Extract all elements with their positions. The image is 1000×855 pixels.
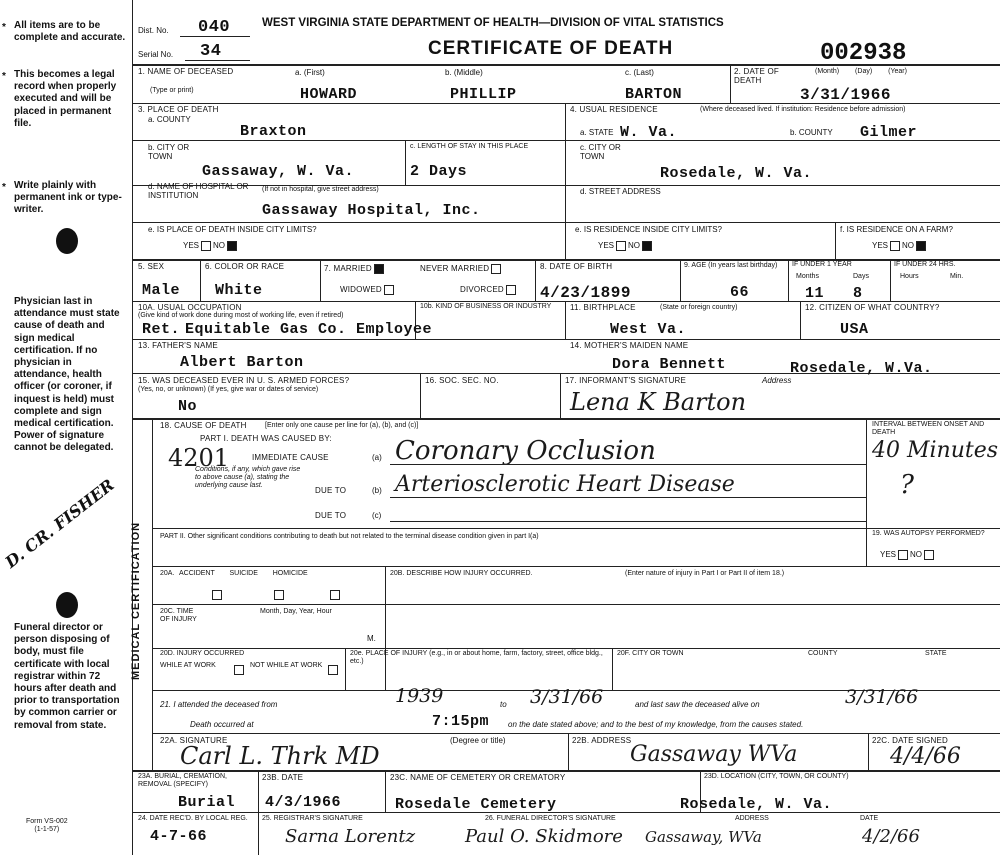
name-label: 1. NAME OF DECEASED	[138, 67, 234, 76]
father-label: 13. FATHER'S NAME	[138, 341, 218, 350]
min-label: Min.	[950, 273, 964, 280]
cause-label: 18. CAUSE OF DEATH	[160, 421, 247, 430]
inside-limits-label: e. IS PLACE OF DEATH INSIDE CITY LIMITS?	[148, 225, 317, 234]
informant-address: Rosedale, W.Va.	[790, 360, 933, 377]
state-label: a. STATE	[580, 128, 614, 137]
21-label: 21.	[160, 700, 172, 709]
rec-date: 4-7-66	[150, 828, 208, 845]
injury-occurred-label: 20D. INJURY OCCURRED	[160, 650, 245, 657]
due-to-b: DUE TO	[315, 486, 347, 495]
residence-note: (Where deceased lived. If institution: Residence before admission)	[700, 106, 906, 113]
under-24-label: IF UNDER 24 HRS.	[894, 261, 956, 268]
divorced-text: DIVORCED	[460, 285, 504, 295]
21-text2: and last saw the deceased alive on	[635, 700, 760, 709]
location-value: Rosedale, W. Va.	[680, 796, 833, 813]
conditions-note: Conditions, if any, which gave rise to above cause (a), stating the underlying cause last.	[195, 466, 301, 489]
instruction-2: This becomes a legal record when properly executed and will be placed in permanent file.	[14, 69, 117, 129]
hospital-name: Gassaway Hospital, Inc.	[262, 202, 481, 219]
widowed-checkbox[interactable]	[384, 285, 394, 295]
days-label: Days	[853, 273, 869, 280]
never-text: NEVER MARRIED	[420, 264, 490, 274]
yes-checkbox[interactable]	[201, 241, 211, 251]
divorced-checkbox[interactable]	[506, 285, 516, 295]
accident-checkbox[interactable]	[212, 590, 222, 600]
never-checkbox[interactable]	[491, 264, 501, 274]
attended-from: 1939	[395, 685, 444, 707]
time-injury-cols: Month, Day, Year, Hour	[260, 608, 332, 615]
instruction-5: Funeral director or person disposing of body, must file certificate with local registrar within 72 hours after death and prior to transportation by common carrier or removal from state.	[14, 622, 120, 731]
punch-hole	[56, 228, 78, 254]
cause-note: [Enter only one cause per line for (a), (b), and (c)]	[265, 422, 419, 429]
homicide-checkbox[interactable]	[330, 590, 340, 600]
middle-name: PHILLIP	[450, 86, 517, 103]
yes-checkbox[interactable]	[898, 550, 908, 560]
instruction-4: Physician last in attendance must state cause of death and sign medical certification. If no physician in attendance, health officer (or coroner, if inquest is held) must complete and sign medical certification. Power of signature cannot be delegated.	[14, 296, 120, 454]
21-text1: I attended the deceased from	[173, 700, 278, 709]
death-city: Gassaway, W. Va.	[202, 163, 355, 180]
injury-county-label: COUNTY	[808, 650, 838, 657]
dist-label: Dist. No.	[138, 26, 169, 35]
no-text: NO	[910, 550, 923, 560]
while-at-work: WHILE AT WORK	[160, 662, 216, 669]
occupation-label: 10A. USUAL OCCUPATION	[138, 303, 242, 312]
residence-city: Rosedale, W. Va.	[660, 165, 813, 182]
time-injury-label: 20C. TIME OF INJURY	[160, 608, 197, 623]
hospital-note: (If not in hospital, give street address)	[262, 186, 379, 193]
address-label: 22B. ADDRESS	[572, 736, 632, 745]
no-text: NO	[213, 241, 226, 251]
first-name: HOWARD	[300, 86, 358, 103]
form-number: Form VS-002 (1-1-57)	[26, 818, 68, 833]
burial-value: Burial	[178, 794, 236, 811]
fd-signature: Paul O. Skidmore	[465, 826, 623, 847]
instruction-3: Write plainly with permanent ink or type-writer.	[14, 180, 122, 216]
place-of-death-label: 3. PLACE OF DEATH	[138, 105, 219, 114]
immediate-label: IMMEDIATE CAUSE	[252, 453, 329, 462]
informant-signature: Lena K Barton	[570, 388, 747, 416]
date-of-death-label: 2. DATE OF DEATH	[734, 67, 779, 85]
burial-label: 23A. BURIAL, CREMATION, REMOVAL (SPECIFY)	[138, 773, 227, 788]
autopsy-checks	[880, 550, 936, 560]
married-checkbox[interactable]	[374, 264, 384, 274]
hours-label: Hours	[900, 273, 919, 280]
date-signed-label: 22C. DATE SIGNED	[872, 736, 948, 745]
21-text4: on the date stated above; and to the best of my knowledge, from the causes stated.	[508, 720, 804, 729]
autopsy-label: 19. WAS AUTOPSY PERFORMED?	[872, 530, 985, 537]
never-married-option	[420, 264, 503, 274]
serial-value: 34	[200, 42, 222, 61]
yes-text: YES	[598, 241, 615, 251]
months-value: 11	[805, 285, 825, 302]
mother-label: 14. MOTHER'S MAIDEN NAME	[570, 341, 689, 350]
suicide-label: SUICIDE	[229, 570, 258, 577]
21-text3: Death occurred at	[190, 720, 254, 729]
res-county-label: b. COUNTY	[790, 128, 833, 137]
no-checkbox[interactable]	[916, 241, 926, 251]
yes-text: YES	[880, 550, 897, 560]
res-inside-label: e. IS RESIDENCE INSIDE CITY LIMITS?	[575, 225, 722, 234]
days-value: 8	[853, 285, 863, 302]
residence-county: Gilmer	[860, 124, 918, 141]
burial-date-label: 23B. DATE	[262, 773, 304, 782]
physician-signature: Carl L. Thrk MD	[180, 742, 380, 770]
certificate-number: 002938	[820, 40, 907, 67]
injury-city-label: 20F. CITY OR TOWN	[617, 650, 684, 657]
part2-label: PART II. Other significant conditions contributing to death but not related to the terminal disease condition given in part I(a)	[160, 533, 539, 540]
birthplace-label: 11. BIRTHPLACE	[570, 303, 636, 312]
death-inside-yes	[183, 241, 239, 251]
sex-value: Male	[142, 282, 181, 299]
no-checkbox[interactable]	[227, 241, 237, 251]
dist-value: 040	[198, 18, 231, 37]
res-city-label: c. CITY OR TOWN	[580, 143, 621, 161]
date-of-death: 3/31/1966	[800, 86, 891, 104]
physician-address: Gassaway WVa	[630, 742, 798, 767]
injury-desc-label: 20B. DESCRIBE HOW INJURY OCCURRED.	[390, 570, 533, 577]
last-name: BARTON	[625, 86, 683, 103]
mother-value: Dora Bennett	[612, 356, 727, 373]
mark-c: (c)	[372, 511, 382, 520]
injury-desc-note: (Enter nature of injury in Part I or Part II of item 18.)	[625, 570, 785, 577]
armed-forces-label: 15. WAS DECEASED EVER IN U. S. ARMED FORCES?	[138, 376, 350, 385]
degree-label: (Degree or title)	[450, 736, 506, 745]
no-checkbox[interactable]	[642, 241, 652, 251]
fd-addr-label: ADDRESS	[735, 815, 769, 822]
attendance-line1	[160, 700, 277, 709]
registrar-label: 25. REGISTRAR'S SIGNATURE	[262, 815, 363, 822]
middle-label: b. (Middle)	[445, 68, 483, 77]
instructions-sidebar	[0, 0, 132, 855]
residence-state: W. Va.	[620, 124, 678, 141]
divorced-option	[460, 285, 518, 295]
birthplace-value: West Va.	[610, 321, 687, 338]
stay-label: c. LENGTH OF STAY IN THIS PLACE	[410, 143, 529, 150]
attended-to: 3/31/66	[530, 686, 604, 708]
father-value: Albert Barton	[180, 354, 304, 371]
birthplace-note: (State or foreign country)	[660, 304, 738, 311]
registrar-signature: Sarna Lorentz	[285, 826, 416, 847]
citizen-label: 12. CITIZEN OF WHAT COUNTRY?	[805, 303, 940, 312]
death-county: Braxton	[240, 123, 307, 140]
citizen-value: USA	[840, 321, 869, 338]
fd-date-label: DATE	[860, 815, 879, 822]
yes-text: YES	[872, 241, 889, 251]
accident-label: ACCIDENT	[178, 570, 215, 577]
county-label: a. COUNTY	[148, 115, 191, 124]
under-1-label: IF UNDER 1 YEAR	[792, 261, 852, 268]
injury-state-label: STATE	[925, 650, 947, 657]
age-label: 9. AGE (In years last birthday)	[684, 262, 778, 269]
death-time: 7:15pm	[432, 713, 490, 730]
occupation-note: (Give kind of work done during most of working life, even if retired)	[138, 312, 344, 319]
20a-label: 20A.	[160, 570, 175, 577]
married-option	[324, 264, 386, 274]
interval-label: INTERVAL BETWEEN ONSET AND DEATH	[872, 421, 985, 436]
mark-a: (a)	[372, 453, 382, 462]
ssn-label: 16. SOC. SEC. NO.	[425, 376, 499, 385]
city-label: b. CITY OR TOWN	[148, 143, 190, 161]
farm-checks	[872, 241, 928, 251]
instruction-1: All items are to be complete and accurate.	[14, 20, 126, 44]
fisher-stamp: D. CR. FISHER	[1, 475, 118, 572]
length-of-stay: 2 Days	[410, 163, 468, 180]
bullet: *	[2, 22, 6, 33]
mark-b: (b)	[372, 486, 382, 495]
sex-label: 5. SEX	[138, 262, 165, 271]
20e-note: (e.g., in or about home, farm, factory, street, office bldg., etc.)	[350, 650, 603, 665]
res-inside-checks	[598, 241, 654, 251]
punch-hole	[56, 592, 78, 618]
no-text: NO	[902, 241, 915, 251]
last-seen: 3/31/66	[845, 686, 919, 708]
age-value: 66	[730, 284, 750, 301]
dob-label: 8. DATE OF BIRTH	[540, 262, 613, 271]
interval-b: ?	[900, 470, 914, 500]
farm-label: f. IS RESIDENCE ON A FARM?	[840, 225, 953, 234]
date-signed: 4/4/66	[890, 744, 961, 769]
business-value: Equitable Gas Co. Employee	[185, 321, 433, 338]
usual-residence-label: 4. USUAL RESIDENCE	[570, 105, 658, 114]
manner-boxes	[210, 586, 342, 604]
marital-label: 7.	[324, 264, 332, 274]
yes-text: YES	[183, 241, 200, 251]
medical-certification-label: MEDICAL CERTIFICATION	[130, 521, 142, 680]
married-text: MARRIED	[333, 264, 372, 274]
to-word: to	[500, 700, 507, 709]
cause-code: 4201	[168, 444, 230, 472]
manner-labels	[160, 570, 308, 578]
no-checkbox[interactable]	[924, 550, 934, 560]
race-value: White	[215, 282, 263, 299]
informant-label: 17. INFORMANT'S SIGNATURE	[565, 376, 687, 385]
time-m: M.	[367, 634, 376, 643]
occupation-value: Ret.	[142, 321, 181, 338]
widowed-text: WIDOWED	[340, 285, 382, 295]
burial-date: 4/3/1966	[265, 794, 342, 811]
date-cols: (Month) (Day) (Year)	[815, 68, 907, 75]
hospital-label: d. NAME OF HOSPITAL OR INSTITUTION	[148, 182, 249, 200]
months-label: Months	[796, 273, 819, 280]
no-text: NO	[628, 241, 641, 251]
certificate-title: CERTIFICATE OF DEATH	[428, 38, 674, 59]
interval-a: 40 Minutes	[872, 438, 999, 463]
business-label: 10b. KIND OF BUSINESS OR INDUSTRY	[420, 303, 552, 310]
first-label: a. (First)	[295, 68, 325, 77]
while-at-work-checkbox[interactable]	[234, 665, 244, 675]
place-of-injury	[350, 650, 610, 666]
armed-forces-note: (Yes, no, or unknown) (If yes, give war or dates of service)	[138, 386, 319, 393]
yes-checkbox[interactable]	[890, 241, 900, 251]
rec-date-label: 24. DATE REC'D. BY LOCAL REG.	[138, 815, 248, 822]
signature-label: 22A. SIGNATURE	[160, 736, 228, 745]
street-label: d. STREET ADDRESS	[580, 187, 661, 196]
cemetery-value: Rosedale Cemetery	[395, 796, 557, 813]
location-label: 23D. LOCATION (CITY, TOWN, OR COUNTY)	[704, 773, 849, 780]
agency-title: WEST VIRGINIA STATE DEPARTMENT OF HEALTH—DIVISION OF VITAL STATISTICS	[262, 17, 724, 29]
race-label: 6. COLOR OR RACE	[205, 262, 285, 271]
homicide-label: HOMICIDE	[272, 570, 308, 577]
fd-date: 4/2/66	[862, 826, 920, 847]
bullet: *	[2, 182, 6, 193]
serial-label: Serial No.	[138, 50, 174, 59]
20e-label: 20e. PLACE OF INJURY	[350, 650, 428, 657]
name-sub: (Type or print)	[150, 87, 194, 94]
fd-label: 26. FUNERAL DIRECTOR'S SIGNATURE	[485, 815, 616, 822]
informant-addr-label: Address	[762, 376, 792, 385]
cause-b: Arteriosclerotic Heart Disease	[395, 472, 735, 497]
yes-checkbox[interactable]	[616, 241, 626, 251]
fd-address: Gassaway, WVa	[645, 828, 762, 846]
widowed-option	[340, 285, 396, 295]
part1-label: PART I. DEATH WAS CAUSED BY:	[200, 434, 332, 443]
armed-forces-value: No	[178, 398, 198, 415]
last-label: c. (Last)	[625, 68, 654, 77]
not-while-checkbox[interactable]	[328, 665, 338, 675]
cause-a: Coronary Occlusion	[395, 436, 656, 466]
bullet: *	[2, 71, 6, 82]
not-while-at-work: NOT WHILE AT WORK	[250, 662, 323, 669]
dob-value: 4/23/1899	[540, 284, 631, 302]
due-to-c: DUE TO	[315, 511, 347, 520]
cemetery-label: 23C. NAME OF CEMETERY OR CREMATORY	[390, 773, 566, 782]
suicide-checkbox[interactable]	[274, 590, 284, 600]
